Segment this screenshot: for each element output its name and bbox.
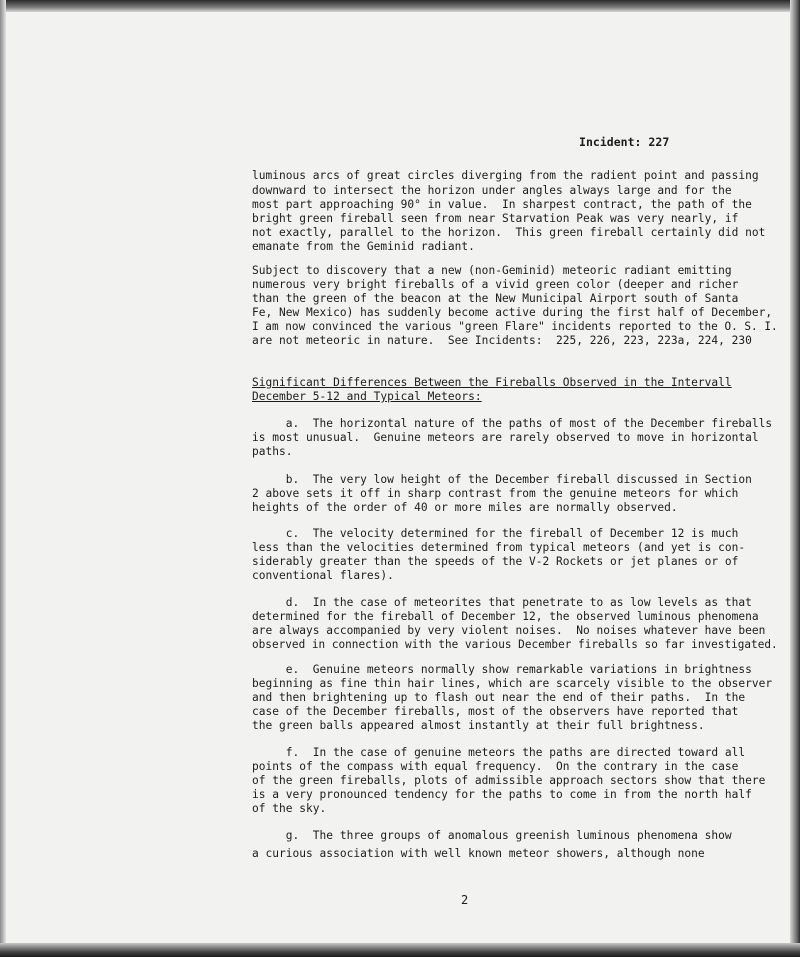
- text-line: c. The velocity determined for the fireball of December 12 is much: [252, 527, 739, 540]
- text-line: Subject to discovery that a new (non-Geminid) meteoric radiant emitting: [252, 264, 732, 277]
- text-line: Fe, New Mexico) has suddenly become active during the first half of December,: [252, 306, 773, 319]
- text-line: determined for the fireball of December 12, the observed luminous phenomena: [252, 610, 759, 623]
- text-line: e. Genuine meteors normally show remarkable variations in brightness: [252, 663, 752, 676]
- text-line: beginning as fine thin hair lines, which are scarcely visible to the observer: [252, 677, 773, 690]
- text-line: than the green of the beacon at the New Municipal Airport south of Santa: [252, 292, 739, 305]
- text-line: conventional flares).: [252, 569, 394, 582]
- text-line: of the green fireballs, plots of admissible approach sectors show that there: [252, 774, 766, 787]
- text-line: observed in connection with the various December fireballs so far investigated.: [252, 638, 778, 651]
- text-line: is most unusual. Genuine meteors are rarely observed to move in horizontal: [252, 431, 759, 444]
- text-line: numerous very bright fireballs of a vivid green color (deeper and richer: [252, 278, 739, 291]
- text-line: case of the December fireballs, most of the observers have reported that: [252, 705, 739, 718]
- text-line: g. The three groups of anomalous greenish luminous phenomena show: [252, 829, 732, 842]
- text-line: of the sky.: [252, 802, 327, 815]
- text-line: are always accompanied by very violent noises. No noises whatever have been: [252, 624, 766, 637]
- text-line: less than the velocities determined from typical meteors (and yet is con-: [252, 541, 746, 554]
- text-line: points of the compass with equal frequency. On the contrary in the case: [252, 760, 739, 773]
- text-line: siderably greater than the speeds of the V-2 Rockets or jet planes or of: [252, 555, 739, 568]
- text-line: a curious association with well known meteor showers, although none: [252, 847, 705, 860]
- text-line: not exactly, parallel to the horizon. This green fireball certainly did not: [252, 226, 766, 239]
- incident-number: Incident: 227: [579, 135, 670, 149]
- text-line: and then brightening up to flash out near the end of their paths. In the: [252, 691, 746, 704]
- text-line: emanate from the Geminid radiant.: [252, 240, 475, 253]
- text-line: most part approaching 90° in value. In sharpest contract, the path of the: [252, 198, 752, 211]
- text-line: I am now convinced the various "green Flare" incidents reported to the O. S. I.: [252, 320, 778, 333]
- text-line: 2 above sets it off in sharp contrast from the genuine meteors for which: [252, 487, 739, 500]
- text-line: paths.: [252, 445, 293, 458]
- text-line: a. The horizontal nature of the paths of most of the December fireballs: [252, 417, 773, 430]
- text-line: bright green fireball seen from near Starvation Peak was very nearly, if: [252, 212, 739, 225]
- text-line: downward to intersect the horizon under angles always large and for the: [252, 184, 732, 197]
- section-heading: Significant Differences Between the Fireballs Observed in the Intervall: [252, 376, 732, 389]
- text-line: f. In the case of genuine meteors the paths are directed toward all: [252, 746, 746, 759]
- text-line: heights of the order of 40 or more miles are normally observed.: [252, 501, 678, 514]
- text-line: the green balls appeared almost instantly at their full brightness.: [252, 719, 705, 732]
- text-line: b. The very low height of the December fireball discussed in Section: [252, 473, 752, 486]
- text-line: luminous arcs of great circles diverging from the radient point and passing: [252, 169, 759, 182]
- text-line: d. In the case of meteorites that penetrate to as low levels as that: [252, 596, 752, 609]
- page-number: 2: [461, 893, 469, 907]
- text-line: are not meteoric in nature. See Incidents: 225, 226, 223, 223a, 224, 230: [252, 334, 752, 347]
- text-line: is a very pronounced tendency for the paths to come in from the north half: [252, 788, 752, 801]
- section-heading: December 5-12 and Typical Meteors:: [252, 390, 482, 403]
